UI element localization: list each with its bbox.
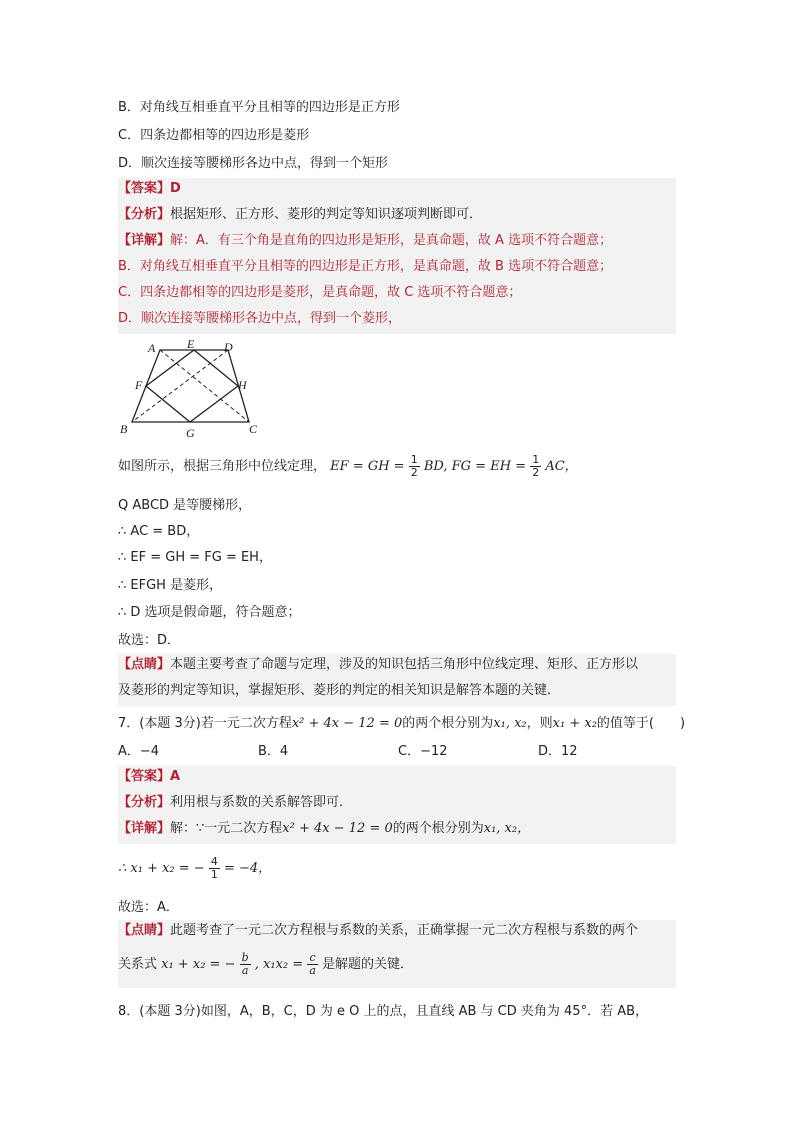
- question-8: 8．(本题 3分)如图，A，B，C，D 为 e O 上的点，且直线 AB 与 CD 夹角为 45°．若 AB，: [118, 1004, 649, 1019]
- step-5: ∴ D 选项是假命题，符合题意；: [118, 605, 301, 620]
- label-h: H: [238, 378, 247, 392]
- label-a: A: [148, 341, 156, 355]
- option-c: C．−12: [398, 744, 448, 759]
- step-2: ∴ AC = BD，: [118, 524, 200, 539]
- option-d-text: D．顺次连接等腰梯形各边中点，得到一个矩形: [118, 156, 389, 171]
- detail-6-d: D．顺次连接等腰梯形各边中点，得到一个菱形，: [118, 308, 676, 334]
- detail-7: 【详解】解：∵一元二次方程x² + 4x − 12 = 0的两个根分别为x₁, x₂，: [118, 818, 676, 844]
- option-b: B．4: [258, 744, 289, 759]
- detail-6-a: 【详解】解：A．有三个角是直角的四边形是矩形，是真命题，故 A 选项不符合题意；: [118, 230, 676, 256]
- step-1: Q ABCD 是等腰梯形，: [118, 498, 252, 513]
- question-7: 7．(本题 3分)若一元二次方程x² + 4x − 12 = 0的两个根分别为x₁, x₂，则x₁ + x₂的值等于( ): [118, 716, 686, 731]
- analysis-6: 【分析】根据矩形、正方形、菱形的判定等知识逐项判断即可．: [118, 204, 676, 230]
- point-7-b: 关系式 x₁ + x₂ = − $\frac{b}{a}$ , x₁x₂ = $\frac{c}{a}$ 是解题的关键．: [118, 946, 676, 988]
- point-6-b: 及菱形的判定等知识，掌握矩形、菱形的判定的相关知识是解答本题的关键．: [118, 680, 676, 706]
- answer-7: 【答案】A: [118, 766, 676, 792]
- detail-6-c: C．四条边都相等的四边形是菱形，是真命题，故 C 选项不符合题意；: [118, 282, 676, 308]
- option-b-text: B．对角线互相垂直平分且相等的四边形是正方形: [118, 100, 400, 115]
- trapezoid-figure: [118, 338, 262, 440]
- option-a: A．−4: [118, 744, 160, 759]
- label-f: F: [135, 378, 143, 392]
- detail-6-b: B．对角线互相垂直平分且相等的四边形是正方形，是真命题，故 B 选项不符合题意；: [118, 256, 676, 282]
- step-3: ∴ EF = GH = FG = EH，: [118, 550, 272, 565]
- median-theorem-line: 如图所示，根据三角形中位线定理， EF = GH = $\frac{1}{2}$ BD, FG = EH = $\frac{1}{2}$ AC，: [118, 453, 578, 479]
- label-e: E: [187, 338, 195, 351]
- option-c-text: C．四条边都相等的四边形是菱形: [118, 128, 310, 143]
- step-4: ∴ EFGH 是菱形，: [118, 578, 223, 593]
- label-c: C: [249, 422, 258, 436]
- label-b: B: [120, 422, 128, 436]
- label-d: D: [224, 340, 233, 354]
- point-7-a: 【点睛】此题考查了一元二次方程根与系数的关系，正确掌握一元二次方程根与系数的两个: [118, 920, 676, 946]
- choose-7: 故选：A．: [118, 900, 179, 915]
- option-d: D．12: [538, 744, 578, 759]
- choose-6: 故选：D．: [118, 633, 181, 648]
- analysis-7: 【分析】利用根与系数的关系解答即可．: [118, 792, 676, 818]
- sum-of-roots: ∴ x₁ + x₂ = − $\frac{4}{1}$ = −4，: [118, 855, 272, 881]
- label-g: G: [186, 426, 195, 440]
- point-6-a: 【点睛】本题主要考查了命题与定理，涉及的知识包括三角形中位线定理、矩形、正方形以: [118, 654, 676, 680]
- answer-6: 【答案】D: [118, 178, 676, 204]
